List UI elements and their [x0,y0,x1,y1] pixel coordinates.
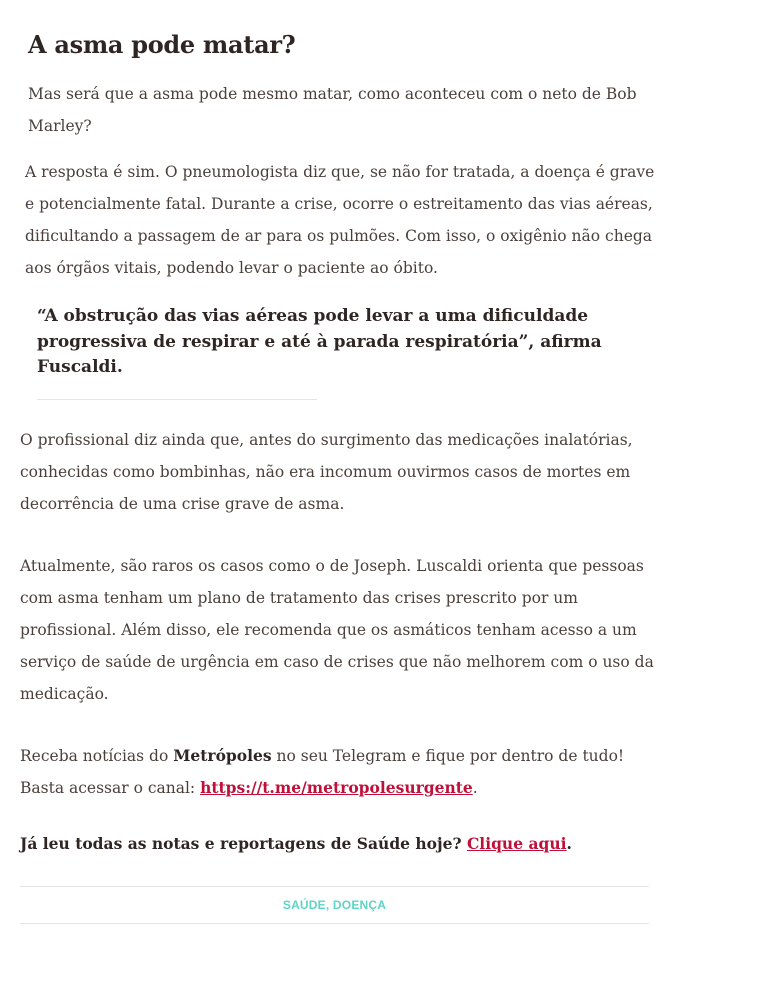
brand-name: Metrópoles [173,746,272,765]
telegram-end: . [472,779,478,797]
section-title: A asma pode matar? [28,30,296,59]
cta-end: . [566,834,572,853]
telegram-link[interactable]: https://t.me/metropolesurgente [200,778,473,797]
tags-links[interactable]: SAÚDE, DOENÇA [282,898,387,912]
quote-divider [37,399,317,400]
telegram-paragraph [20,740,660,804]
medication-paragraph: O profissional diz ainda que, antes do surgimento das medicações inalatórias, conhecidas como bombinhas, não era incomum ouvirmos casos de mortes em decorrência de uma crise grave de asma. [20,431,633,513]
telegram-text-before: Receba notícias do [20,747,174,765]
answer-paragraph: A resposta é sim. O pneumologista diz que, se não for tratada, a doença é grave e potencialmente fatal. Durante a crise, ocorre o estreitamento das vias aéreas, dificultando a passagem de ar para os pulmões. Com isso, o oxigênio não chega aos órgãos vitais, podendo levar o paciente ao óbito. [25,163,655,277]
cta-link[interactable]: Clique aqui [466,834,567,853]
tags-bar [20,886,649,924]
current-cases-paragraph: Atualmente, são raros os casos como o de Joseph. Luscaldi orienta que pessoas com asma tenham um plano de tratamento das crises prescrito por um profissional. Além disso, ele recomenda que os asmáticos tenham acesso a um serviço de saúde de urgência em caso de crises que não melhorem com o uso da medicação. [20,557,654,703]
lead-paragraph: Mas será que a asma pode mesmo matar, como aconteceu com o neto de Bob Marley? [28,85,637,135]
cta-text: Já leu todas as notas e reportagens de Saúde hoje? [20,834,467,853]
telegram-text-after: no seu Telegram e fique por dentro de tudo! Basta acessar o canal: [20,747,625,797]
pull-quote: “A obstrução das vias aéreas pode levar a uma dificuldade progressiva de respirar e até à parada respiratória”, afirma Fuscaldi. [37,306,602,377]
cta-paragraph [20,829,572,859]
